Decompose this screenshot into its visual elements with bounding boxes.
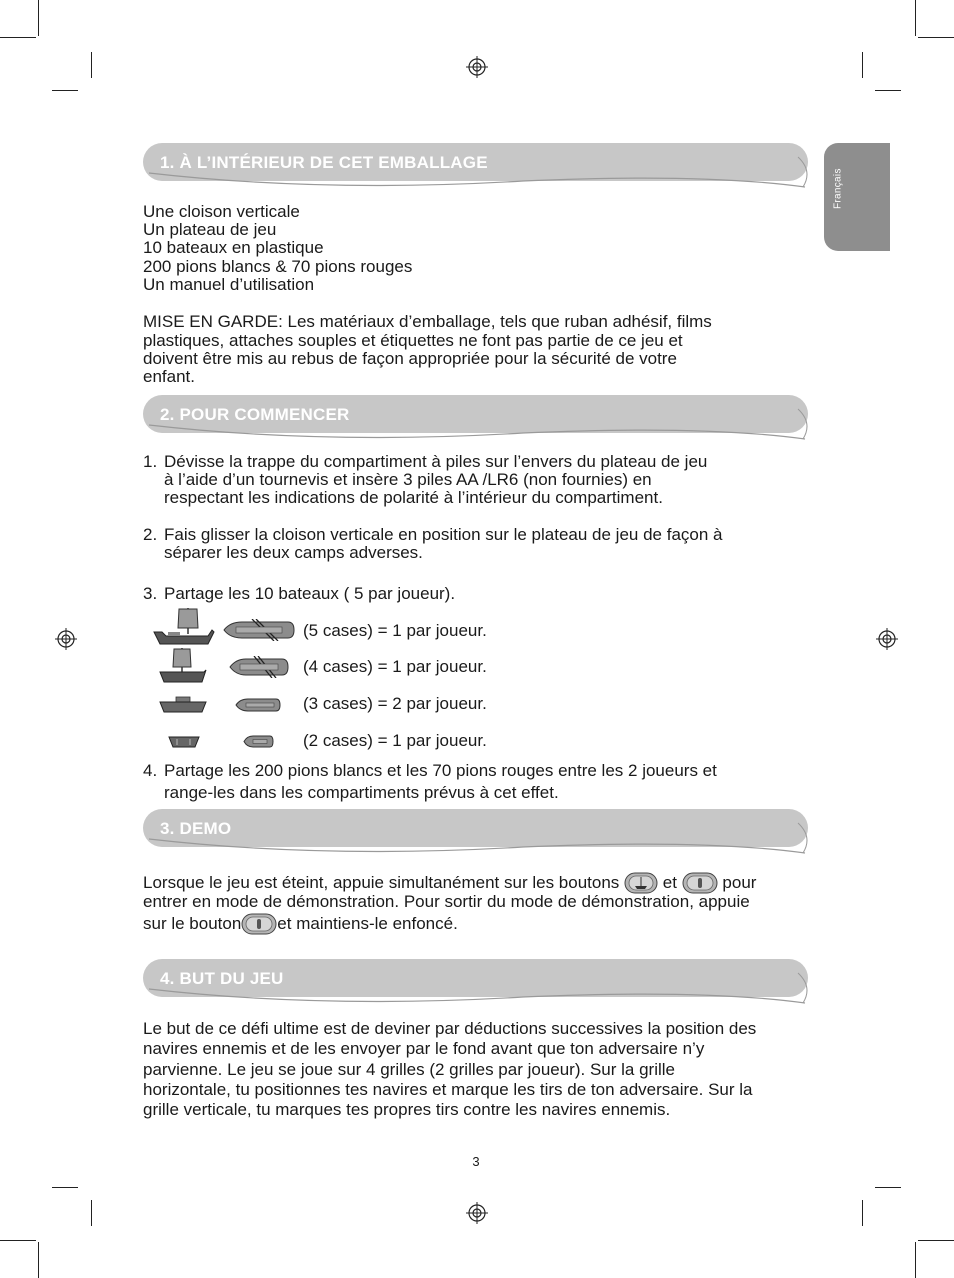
demo-text: et <box>662 873 677 892</box>
goal-text-line: Le but de ce défi ultime est de deviner par déductions successives la position des <box>143 1019 757 1038</box>
registration-mark-icon <box>876 628 898 650</box>
section-header-goal <box>143 959 810 1007</box>
sailing-ship-icon <box>158 646 208 684</box>
goal-text-line: navires ennemis et de les envoyer par le fond avant que ton adversaire n’y <box>143 1039 705 1058</box>
ship-topview-icon <box>228 656 290 678</box>
goal-text-line: grille verticale, tu marques tes propres tirs contre les navires ennemis. <box>143 1100 671 1119</box>
warning-line: plastiques, attaches souples et étiquettes ne font pas partie de ce jeu et <box>143 331 683 350</box>
contents-item: Une cloison verticale <box>143 202 300 221</box>
goal-text-line: horizontale, tu positionnes tes navires et marque les tirs de ton adversaire. Sur la <box>143 1080 753 1099</box>
registration-mark-icon <box>466 1202 488 1224</box>
ship-topview-icon <box>234 698 282 712</box>
contents-item: 200 pions blancs & 70 pions rouges <box>143 257 413 276</box>
crop-mark <box>875 90 901 91</box>
header-swoosh <box>143 809 810 857</box>
ship-topview-icon <box>222 619 296 641</box>
section-header-demo <box>143 809 810 857</box>
ship-description: (5 cases) = 1 par joueur. <box>303 621 487 640</box>
crop-mark <box>862 52 863 78</box>
section-title: 3. DEMO <box>160 819 232 838</box>
registration-mark-icon <box>55 628 77 650</box>
step-line: respectant les indications de polarité à l’intérieur du compartiment. <box>164 488 663 507</box>
demo-text-line <box>143 872 756 894</box>
step-line: Dévisse la trappe du compartiment à piles sur l’envers du plateau de jeu <box>164 452 708 471</box>
crop-mark <box>0 37 36 38</box>
step-line: Partage les 10 bateaux ( 5 par joueur). <box>164 584 456 603</box>
pill-button-icon <box>682 872 718 894</box>
step-line: Partage les 200 pions blancs et les 70 pions rouges entre les 2 joueurs et <box>164 761 717 780</box>
language-tab-label: Français <box>832 168 844 209</box>
contents-item: Un manuel d’utilisation <box>143 275 315 294</box>
contents-item: Un plateau de jeu <box>143 220 277 239</box>
step-line: à l’aide d’un tournevis et insère 3 piles AA /LR6 (non fournies) en <box>164 470 652 489</box>
section-header-contents <box>143 143 810 191</box>
crop-mark <box>915 1242 916 1278</box>
crop-mark <box>91 52 92 78</box>
crop-mark <box>862 1200 863 1226</box>
registration-mark-icon <box>466 56 488 78</box>
step-number: 3. <box>143 584 158 603</box>
crop-mark <box>38 1242 39 1278</box>
demo-text-line <box>143 913 458 935</box>
warning-line: enfant. <box>143 367 195 386</box>
crop-mark <box>38 0 39 36</box>
crop-mark <box>875 1187 901 1188</box>
ship-side-icon <box>168 734 200 748</box>
crop-mark <box>0 1240 36 1241</box>
step-line: séparer les deux camps adverses. <box>164 543 423 562</box>
pill-button-icon <box>241 913 277 935</box>
sailing-ship-icon <box>152 606 216 646</box>
ship-side-icon <box>158 696 208 714</box>
demo-text: et maintiens-le enfoncé. <box>277 914 458 933</box>
crop-mark <box>52 1187 78 1188</box>
step-number: 4. <box>143 761 158 780</box>
crop-mark <box>91 1200 92 1226</box>
section-title: 4. BUT DU JEU <box>160 969 284 988</box>
warning-line: doivent être mis au rebus de façon appropriée pour la sécurité de votre <box>143 349 677 368</box>
ship-description: (3 cases) = 2 par joueur. <box>303 694 487 713</box>
goal-text-line: parvienne. Le jeu se joue sur 4 grilles (2 grilles par joueur). Sur la grille <box>143 1060 675 1079</box>
step-line: range-les dans les compartiments prévus à cet effet. <box>164 783 559 802</box>
demo-text: sur le bouton <box>143 914 242 933</box>
crop-mark <box>915 0 916 36</box>
crop-mark <box>918 37 954 38</box>
section-header-getting-started <box>143 395 810 443</box>
demo-text-line: entrer en mode de démonstration. Pour sortir du mode de démonstration, appuie <box>143 892 750 911</box>
ship-topview-icon <box>242 735 274 748</box>
ship-description: (4 cases) = 1 par joueur. <box>303 657 487 676</box>
ship-description: (2 cases) = 1 par joueur. <box>303 731 487 750</box>
crop-mark <box>52 90 78 91</box>
contents-item: 10 bateaux en plastique <box>143 238 324 257</box>
demo-text: pour <box>722 873 757 892</box>
step-line: Fais glisser la cloison verticale en position sur le plateau de jeu de façon à <box>164 525 723 544</box>
section-title: 2. POUR COMMENCER <box>160 405 350 424</box>
language-tab <box>824 143 890 251</box>
demo-text: Lorsque le jeu est éteint, appuie simultanément sur les boutons <box>143 873 620 892</box>
step-number: 1. <box>143 452 158 471</box>
section-title: 1. À L’INTÉRIEUR DE CET EMBALLAGE <box>160 153 488 172</box>
warning-line: MISE EN GARDE: Les matériaux d’emballage, tels que ruban adhésif, films <box>143 312 712 331</box>
page-number: 3 <box>472 1154 480 1169</box>
step-number: 2. <box>143 525 158 544</box>
ship-button-icon <box>624 872 658 894</box>
crop-mark <box>918 1240 954 1241</box>
